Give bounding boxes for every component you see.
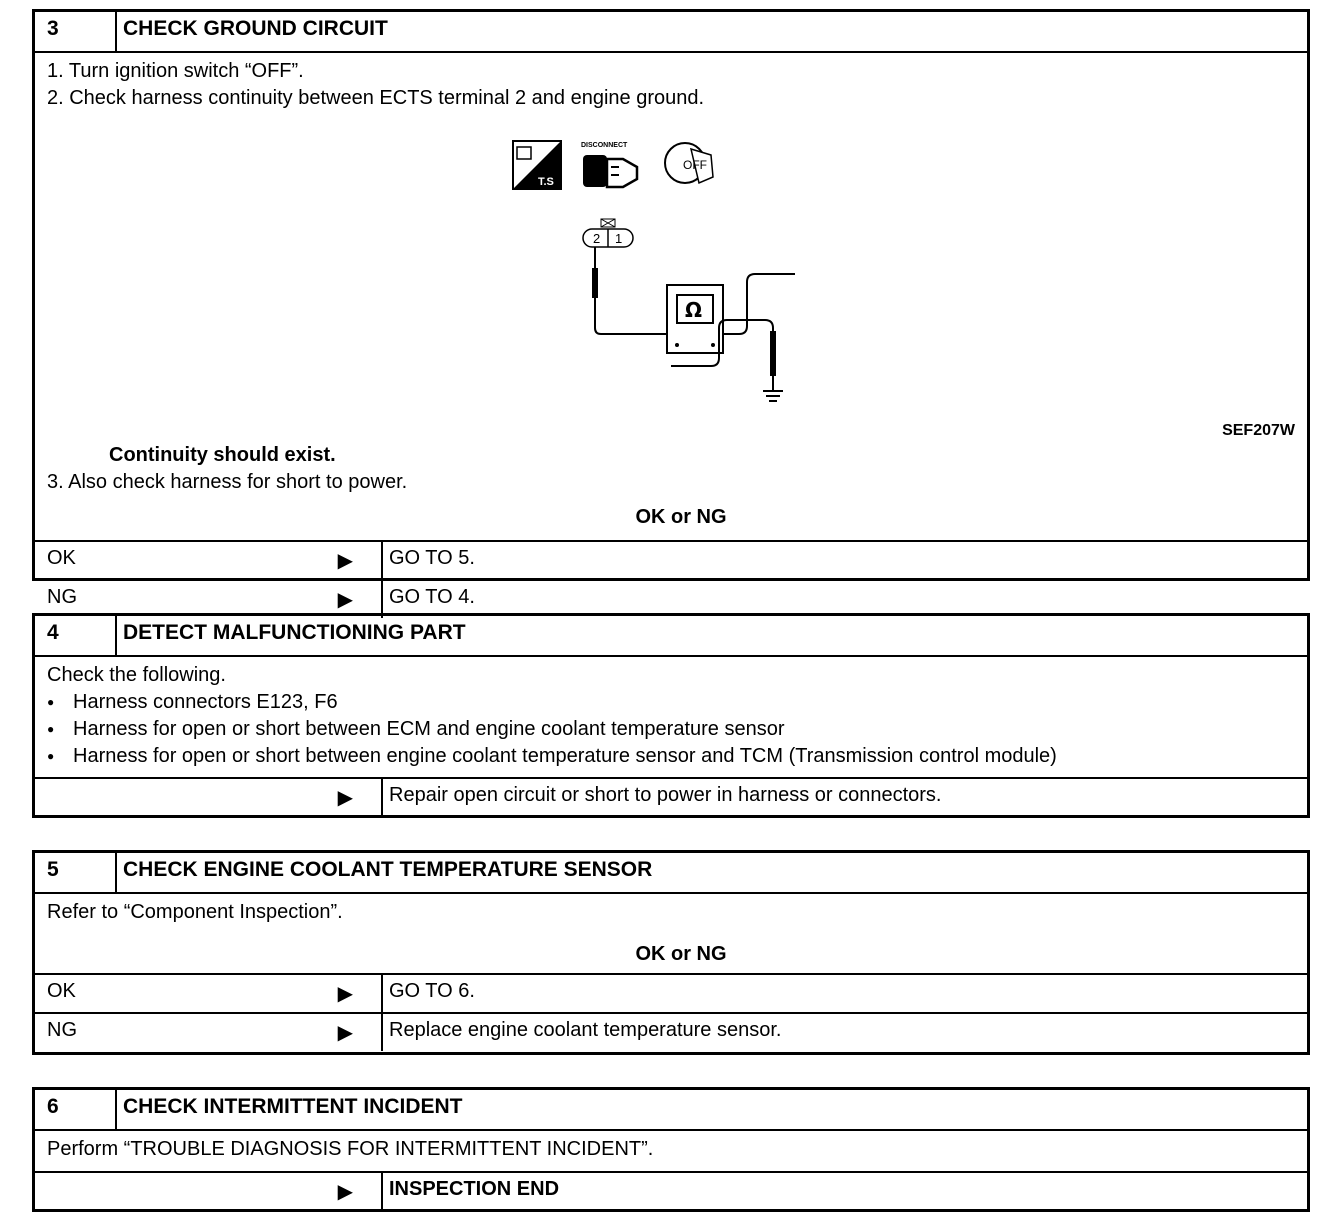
step-5-box <box>32 850 1310 1055</box>
connector-icon <box>583 219 633 247</box>
arrow-icon: ▶ <box>337 787 353 809</box>
ignition-off-icon <box>665 143 713 183</box>
step-number: 6 <box>35 1090 117 1129</box>
result-row-ok <box>35 973 1307 1012</box>
continuity-note: Continuity should exist. <box>109 444 336 466</box>
step-number: 5 <box>35 853 117 892</box>
figure-code: SEF207W <box>1222 422 1295 439</box>
tool-icon <box>513 141 561 189</box>
result-action: Repair open circuit or short to power in harness or connectors. <box>389 784 942 806</box>
reference-text: Refer to “Component Inspection”. <box>47 901 343 923</box>
pin-2: 2 <box>593 231 601 246</box>
result-action: GO TO 4. <box>389 586 475 608</box>
disconnect-label: DISCONNECT <box>581 142 628 149</box>
off-label: OFF <box>683 158 707 172</box>
step-title: CHECK GROUND CIRCUIT <box>123 17 388 40</box>
check-item: ● Harness connectors E123, F6 <box>47 689 1295 716</box>
result-row-ok <box>35 540 1307 579</box>
step-header <box>35 616 1307 657</box>
ts-label: T.S <box>538 176 554 188</box>
step-title: CHECK ENGINE COOLANT TEMPERATURE SENSOR <box>123 858 653 881</box>
result-label: NG <box>47 1019 77 1041</box>
step-body <box>35 1131 1307 1171</box>
result-action: GO TO 5. <box>389 547 475 569</box>
result-row <box>35 777 1307 816</box>
arrow-icon: ▶ <box>337 1181 353 1203</box>
check-item: ● Harness for open or short between engine coolant temperature sensor and TCM (Transmission control module) <box>47 743 1295 770</box>
ohm-symbol: Ω <box>685 298 703 322</box>
result-label: OK <box>47 547 76 569</box>
check-item: ● Harness for open or short between ECM and engine coolant temperature sensor <box>47 716 1295 743</box>
intro-text: Check the following. <box>47 664 226 686</box>
step-number: 4 <box>35 616 117 655</box>
instruction-text: Perform “TROUBLE DIAGNOSIS FOR INTERMITTENT INCIDENT”. <box>47 1138 654 1160</box>
step-header <box>35 12 1307 53</box>
result-row-ng <box>35 1012 1307 1051</box>
step-3-box <box>32 9 1310 611</box>
disconnect-icon <box>581 142 637 187</box>
step-body <box>35 657 1307 777</box>
result-action: GO TO 6. <box>389 980 475 1002</box>
arrow-icon: ▶ <box>337 550 353 572</box>
ok-ng-label: OK or NG <box>635 506 727 528</box>
instruction-1: 1. Turn ignition switch “OFF”. <box>47 60 304 82</box>
ok-ng-label: OK or NG <box>635 943 727 965</box>
step-header <box>35 1090 1307 1131</box>
step-4-box <box>32 613 1310 818</box>
result-row <box>35 1171 1307 1210</box>
arrow-icon: ▶ <box>337 1022 353 1044</box>
step-title: DETECT MALFUNCTIONING PART <box>123 621 466 644</box>
step-number: 3 <box>35 12 117 51</box>
instruction-2: 2. Check harness continuity between ECTS terminal 2 and engine ground. <box>47 87 705 109</box>
step-body <box>35 894 1307 935</box>
arrow-icon: ▶ <box>337 983 353 1005</box>
pin-1: 1 <box>615 231 623 246</box>
ground-probe <box>671 263 791 413</box>
result-action: Replace engine coolant temperature sensor. <box>389 1019 782 1041</box>
step-header <box>35 853 1307 894</box>
step-6-box <box>32 1087 1310 1212</box>
arrow-icon: ▶ <box>337 589 353 611</box>
step-title: CHECK INTERMITTENT INCIDENT <box>123 1095 463 1118</box>
step-body <box>35 53 1307 501</box>
result-label: OK <box>47 980 76 1002</box>
result-label: NG <box>47 586 77 608</box>
instruction-3: 3. Also check harness for short to power. <box>47 471 408 493</box>
result-action: INSPECTION END <box>389 1178 560 1200</box>
